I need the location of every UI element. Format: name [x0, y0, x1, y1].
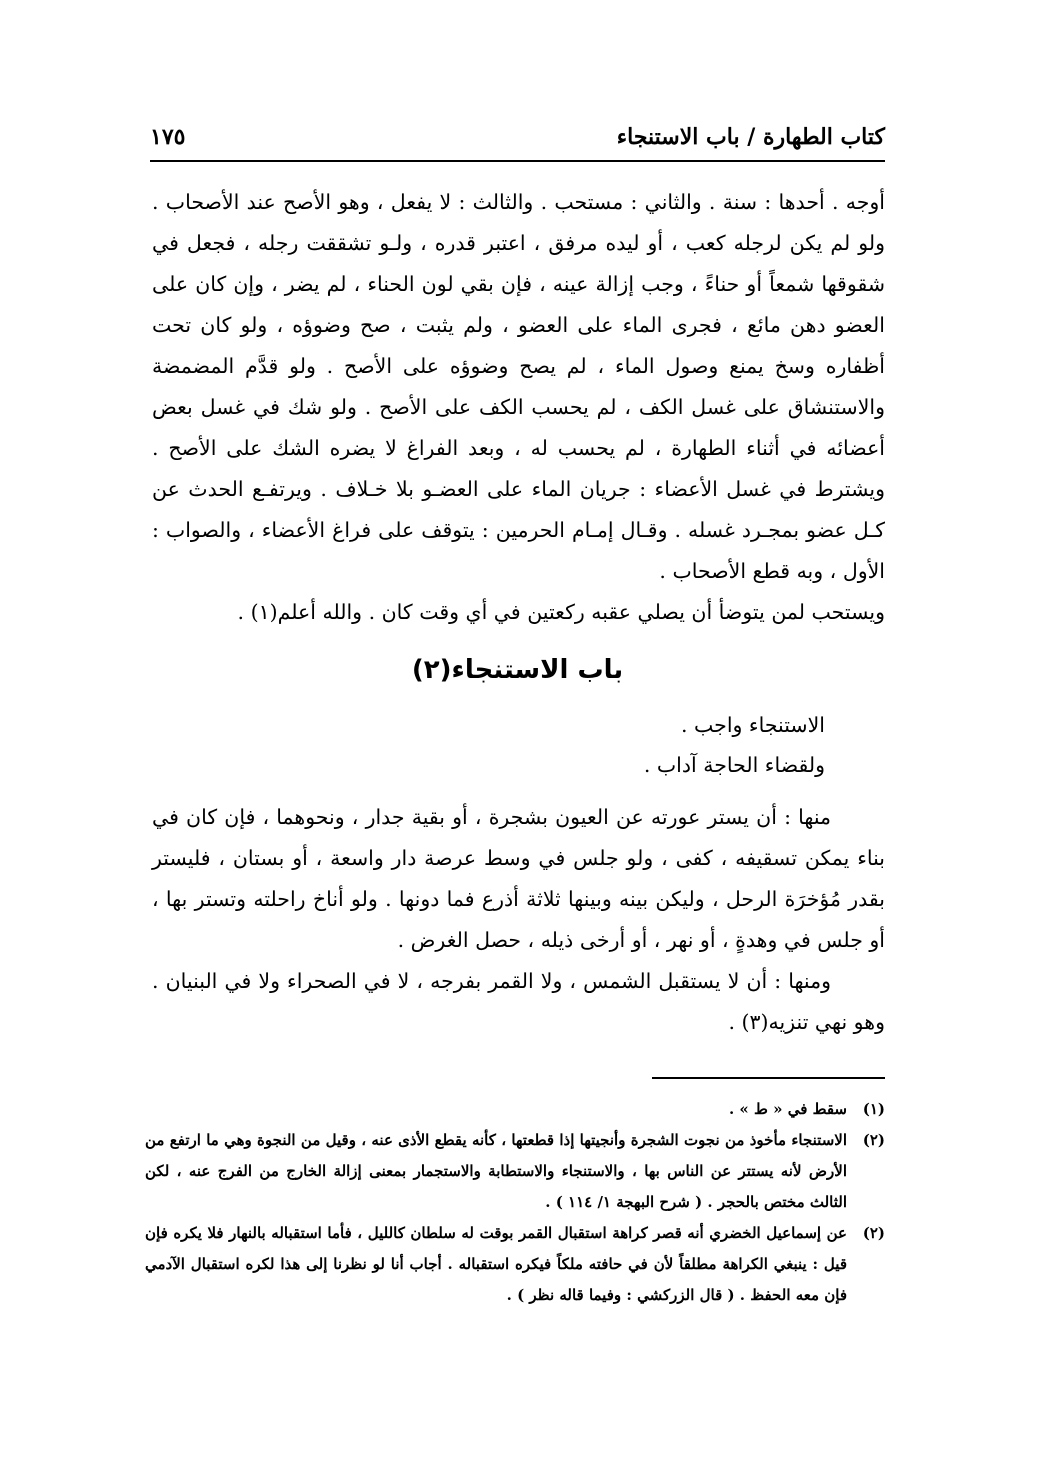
paragraph: منها : أن يستر عورته عن العيون بشجرة ، أو بقية جدار ، ونحوهما ، فإن كان في بناء يمكن تسقيفه ، كفى ، ولو جلس في وسط عرصة دار واسعة ، أو بستان ، فليستر بقدر مُؤخرَة الرحل ، وليكن بينه وبينها ثلاثة أذرع فما دونها . ولو أناخ راحلته وتستر بها ، أو جلس في وهدةٍ ، أو نهر ، أو أرخى ذيله ، حصل الغرض .	[152, 805, 885, 952]
paragraph-last-line: ويستحب لمن يتوضأ أن يصلي عقبه ركعتين في أي وقت كان . والله أعلم(١) .	[237, 600, 885, 624]
footnote-number: (٢)	[862, 1131, 885, 1149]
section-text-block	[152, 797, 885, 1043]
footnote	[145, 1094, 885, 1125]
paragraph: ومنها : أن لا يستقبل الشمس ، ولا القمر بفرجه ، لا في الصحراء ولا في البنيان . وهو نهي تنزيه(٣) .	[152, 969, 885, 1034]
header-rule	[150, 160, 885, 162]
section-heading: باب الاستنجاء(٢)	[411, 655, 624, 685]
intro-line: ولقضاء الحاجة آداب .	[643, 753, 825, 777]
footnote-number: (١)	[862, 1100, 885, 1118]
footnote-text: سقط في « ط » .	[728, 1100, 847, 1118]
footnote-number: (٢)	[862, 1224, 885, 1242]
page-header	[150, 124, 885, 156]
footnote-separator	[652, 1077, 885, 1079]
footnote	[145, 1125, 885, 1218]
paragraph: أوجه . أحدها : سنة . والثاني : مستحب . والثالث : لا يفعل ، وهو الأصح عند الأصحاب . ولو لم يكن لرجله كعب ، أو ليده مرفق ، اعتبر قدره ، ولـو تشققت رجله ، فجعل في شقوقها شمعاً أو حناءً ، وجب إزالة عينه ، فإن بقي لون الحناء ، لم يضر ، وإن كان على العضو دهن مائع ، فجرى الماء على العضو ، ولم يثبت ، صح وضوؤه ، ولو كان تحت أظفاره وسخ يمنع وصول الماء ، لم يصح وضوؤه على الأصح . ولو قدَّم المضمضة والاستنشاق على غسل الكف ، لم يحسب الكف على الأصح . ولو شك في غسل بعض أعضائه في أثناء الطهارة ، لم يحسب له ، وبعد الفراغ لا يضره الشك على الأصح . ويشترط في غسل الأعضاء : جريان الماء على العضـو بلا خـلاف . ويرتفـع الحدث عن كـل عضو بمجـرد غسله . وقـال إمـام الحرمين : يتوقف على فراغ الأعضاء ، والصواب : الأول ، وبه قطع الأصحاب .	[152, 190, 885, 583]
page-number: ١٧٥	[150, 124, 186, 150]
intro-line: الاستنجاء واجب .	[680, 713, 825, 737]
main-text-block	[152, 182, 885, 633]
footnote	[145, 1218, 885, 1311]
running-title: كتاب الطهارة / باب الاستنجاء	[616, 124, 885, 150]
footnote-text: الاستنجاء مأخوذ من نجوت الشجرة وأنجيتها إذا قطعتها ، كأنه يقطع الأذى عنه ، وقيل من النجوة وهي ما ارتفع من الأرض لأنه يستتر عن الناس بها ، والاستنجاء والاستطابة والاستجمار بمعنى إزالة الخارج من الفرج عنه ، لكن الثالث مختص بالحجر . ( شرح البهجة ١/ ١١٤ ) .	[145, 1131, 847, 1211]
section-intro	[152, 705, 885, 785]
footnote-text: عن إسماعيل الخضري أنه قصر كراهة استقبال القمر بوقت له سلطان كالليل ، فأما استقباله بالنهار فلا يكره فإن قيل : ينبغي الكراهة مطلقاً لأن في حافته ملكاً فيكره استقباله . أجاب أنا لو نظرنا إلى هذا لكره استقبال الآدمي فإن معه الحفظ . ( قال الزركشي : وفيما قاله نظر ) .	[145, 1224, 847, 1304]
footnotes	[145, 1094, 885, 1311]
